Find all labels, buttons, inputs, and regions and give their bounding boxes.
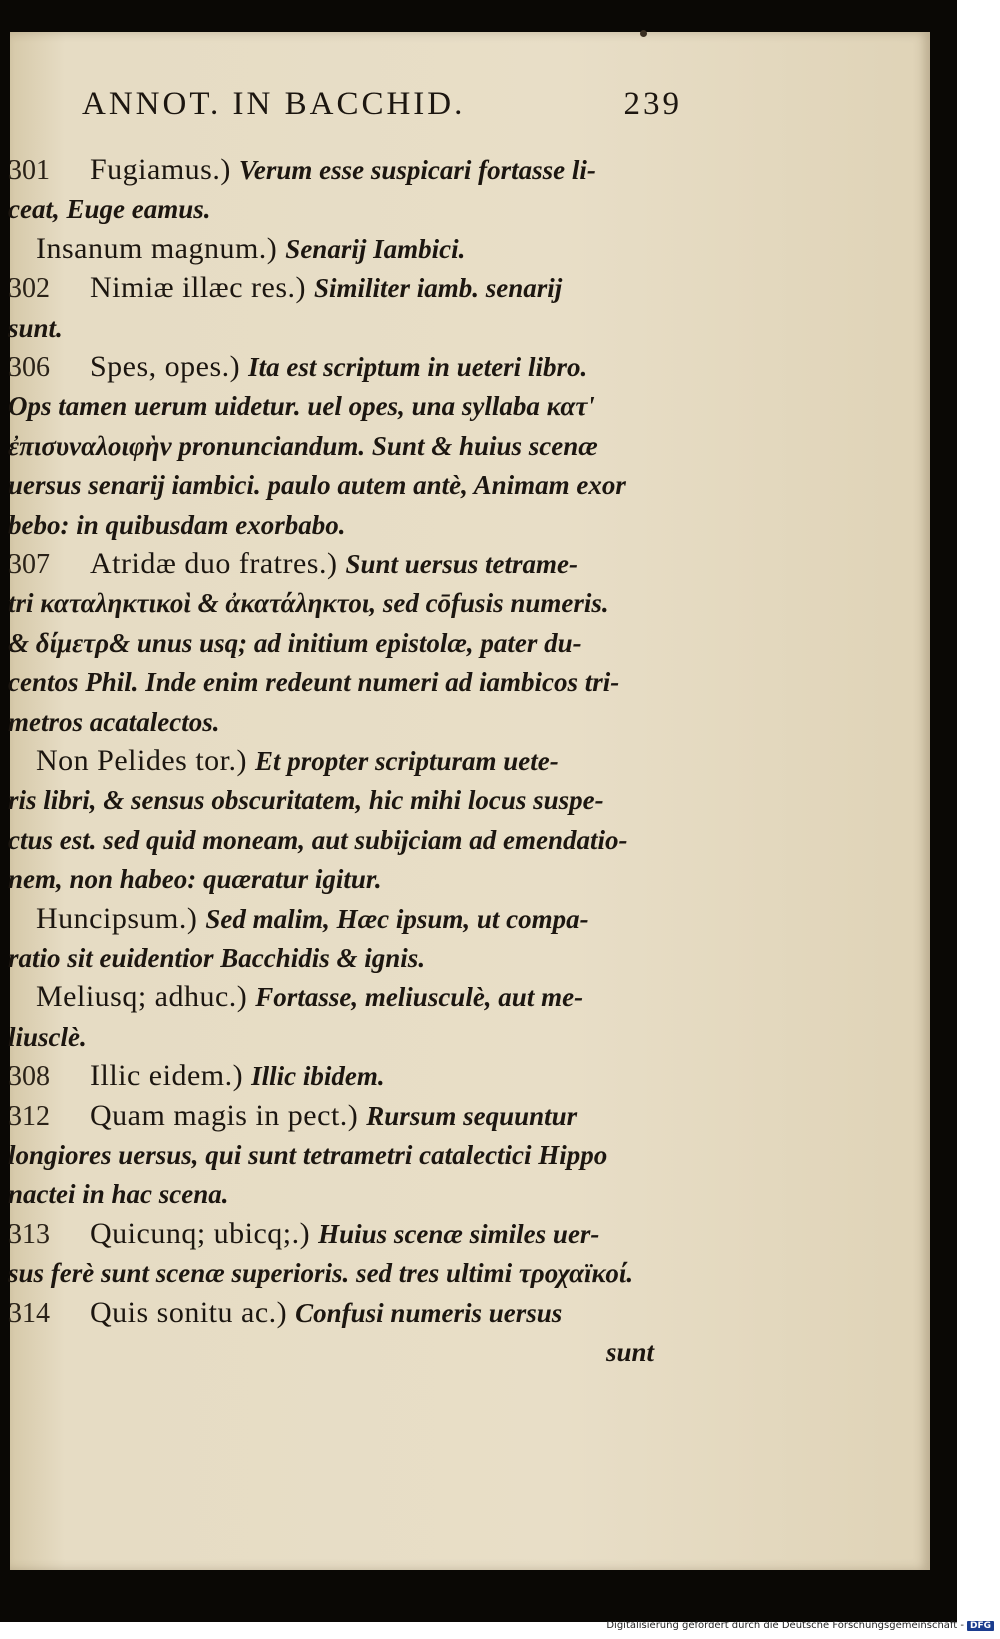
continuation-text: longiores uersus, qui sunt tetrametri catalectici Hippo: [8, 1140, 608, 1170]
text-line: [8, 938, 425, 978]
annotation-note: Sunt uersus tetrame-: [345, 549, 578, 579]
annotation-note: Senarij Iambici.: [285, 233, 466, 264]
continuation-text: tri καταληκτικοὶ & ἀκατάληκτοι, sed cōfusis numeris.: [8, 588, 609, 619]
line-number: 301: [8, 155, 50, 186]
text-line: [8, 1096, 577, 1136]
continuation-text: uersus senarij iambici. paulo autem antè, Animam exor: [8, 470, 626, 501]
text-line: [8, 977, 583, 1017]
text-line: [8, 347, 587, 387]
lemma: Illic eidem.): [90, 1059, 252, 1093]
annotation-note: Similiter iamb. senarij: [313, 273, 563, 304]
text-line: [8, 189, 211, 229]
text-line: [8, 899, 589, 939]
text-line: [8, 741, 559, 781]
lemma: Non Pelides tor.): [36, 744, 255, 777]
text-line: [8, 583, 609, 623]
text-line: [8, 780, 604, 820]
lemma: Quam magis in pect.): [90, 1098, 367, 1132]
running-header: [82, 86, 682, 130]
dfg-logo: DFG: [967, 1621, 994, 1631]
annotation-note: Sed malim, Hæc ipsum, ut compa-: [205, 903, 589, 934]
text-line: [8, 1056, 385, 1096]
continuation-text: centos Phil. Inde enim redeunt numeri ad iambicos tri-: [8, 667, 620, 698]
lemma: Quis sonitu ac.): [90, 1295, 296, 1329]
line-number: 314: [8, 1297, 50, 1329]
continuation-text: & δίμετρ& unus usq; ad initium epistolæ, pater du-: [8, 627, 582, 658]
continuation-text: sunt.: [8, 312, 63, 343]
text-line: [8, 623, 582, 663]
lemma: Meliusq; adhuc.): [36, 980, 256, 1014]
lemma: Insanum magnum.): [36, 231, 286, 265]
continuation-text: bebo: in quibusdam exorbabo.: [8, 509, 346, 540]
text-line: [8, 702, 219, 742]
annotation-note: Fortasse, meliusculè, aut me-: [255, 982, 584, 1013]
annotation-note: Et propter scripturam uete-: [255, 746, 559, 776]
continuation-text: nem, non habeo: quæratur igitur.: [8, 864, 382, 895]
text-line: [8, 386, 595, 426]
lemma: Quicunq; ubicq;.): [90, 1216, 319, 1250]
page-number: 239: [623, 86, 682, 122]
lemma: Atridæ duo fratres.): [90, 547, 346, 580]
text-line: [8, 1214, 599, 1254]
lemma: Huncipsum.): [36, 901, 206, 935]
annotation-note: Ita est scriptum in ueteri libro.: [248, 352, 588, 382]
text-line: [8, 229, 465, 269]
text-line: [8, 662, 619, 702]
footer-credit: [606, 1620, 994, 1631]
continuation-text: ratio sit euidentior Bacchidis & ignis.: [8, 943, 426, 973]
text-line: [8, 1135, 607, 1175]
line-number: 306: [8, 352, 50, 383]
text-line: [606, 1332, 654, 1372]
text-line: [8, 308, 63, 348]
continuation-text: nactei in hac scena.: [8, 1179, 229, 1210]
annotation-note: Rursum sequuntur: [366, 1100, 578, 1131]
text-line: [8, 426, 598, 466]
text-line: [8, 465, 626, 505]
line-number: 312: [8, 1100, 50, 1132]
continuation-text: liusclè.: [8, 1021, 87, 1052]
text-line: [8, 859, 382, 899]
continuation-text: ἐπισυναλοιφὴν pronunciandum. Sunt & huius scenæ: [8, 430, 598, 461]
text-line: [8, 1017, 87, 1057]
page-spot: [640, 30, 647, 37]
text-line: [8, 150, 596, 190]
continuation-text: Ops tamen uerum uidetur. uel opes, una syllaba κατ': [8, 391, 595, 422]
text-line: [8, 1293, 562, 1333]
annotation-note: Confusi numeris uersus: [295, 1297, 563, 1328]
lemma: Fugiamus.): [90, 153, 239, 186]
annotation-note: Huius scenæ similes uer-: [318, 1218, 600, 1249]
continuation-text: metros acatalectos.: [8, 706, 220, 737]
annotation-note: Illic ibidem.: [251, 1061, 385, 1092]
continuation-text: ceat, Euge eamus.: [8, 194, 211, 225]
text-line: [8, 1253, 633, 1293]
continuation-text: ris libri, & sensus obscuritatem, hic mihi locus suspe-: [8, 785, 604, 816]
header-title: ANNOT. IN BACCHID.: [82, 86, 466, 122]
line-number: 313: [8, 1218, 50, 1250]
line-number: 308: [8, 1061, 50, 1093]
continuation-text: sunt: [606, 1337, 655, 1367]
continuation-text: sus ferè sunt scenæ superioris. sed tres ultimi τροχαϊκοί.: [8, 1258, 634, 1289]
text-line: [8, 1174, 229, 1214]
lemma: Spes, opes.): [90, 350, 249, 383]
line-number: 307: [8, 549, 50, 580]
continuation-text: ctus est. sed quid moneam, aut subijciam ad emendatio-: [8, 824, 628, 855]
lemma: Nimiæ illæc res.): [90, 271, 314, 305]
annotation-note: Verum esse suspicari fortasse li-: [238, 155, 596, 185]
text-line: [8, 820, 628, 860]
text-line: [8, 268, 562, 308]
footer-text: Digitalisierung gefördert durch die Deutsche Forschungsgemeinschaft -: [606, 1620, 964, 1631]
text-line: [8, 544, 578, 584]
text-line: [8, 505, 346, 545]
line-number: 302: [8, 273, 50, 305]
